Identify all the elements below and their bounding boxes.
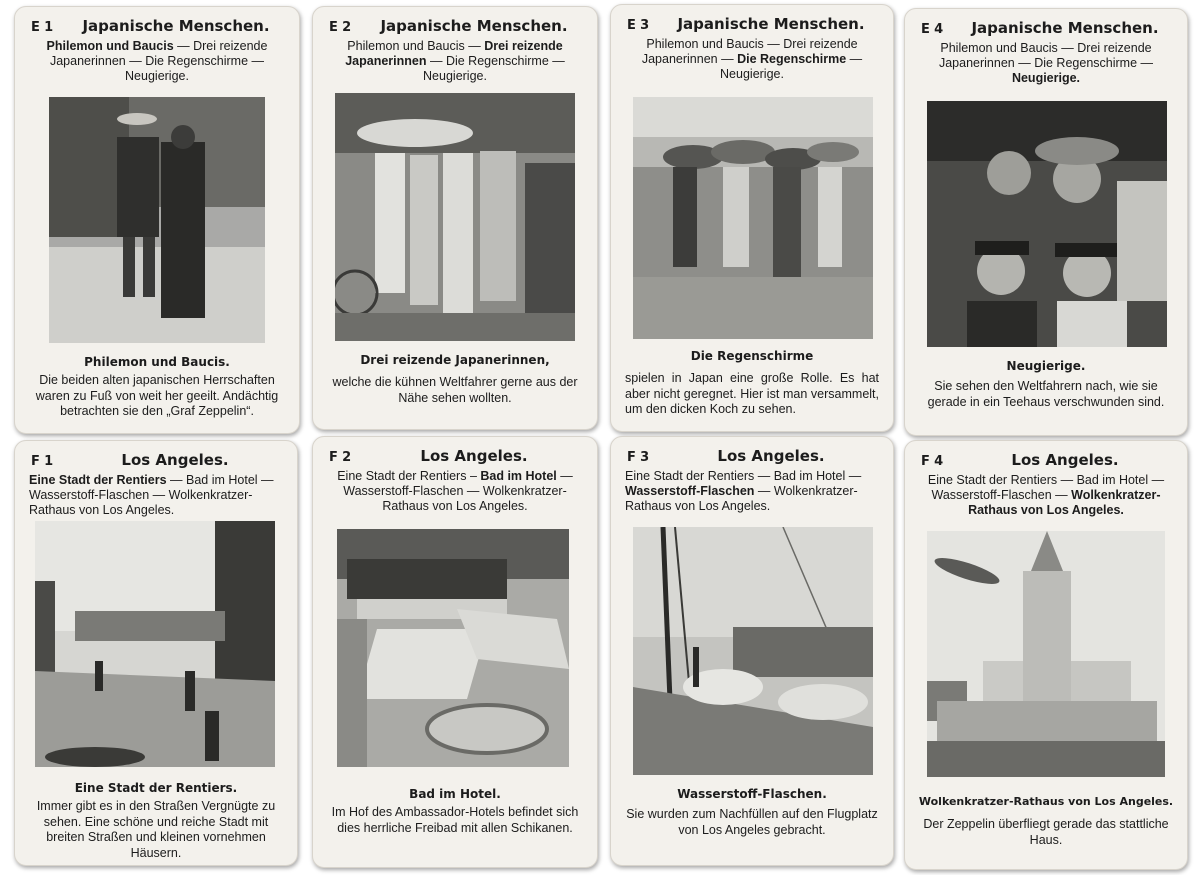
card-code: E 1 — [31, 20, 54, 35]
card-code: F 3 — [627, 450, 650, 465]
city-hall-zeppelin-photo — [927, 531, 1165, 777]
card-description: Die beiden alten japanischen Herrschaften waren zu Fuß von weit her geeilt. Andächtig betrachten sie den „Graf Zeppelin“. — [35, 373, 279, 418]
card-description: spielen in Japan eine große Rolle. Es hat aber nicht geregnet. Hier ist man versammelt, um den dicken Koch zu sehen. — [625, 371, 879, 416]
hydrogen-bottles-photo — [633, 527, 873, 775]
topic-list: Philemon und Baucis — Drei reizende Japanerinnen — Die Regenschirme — Neugierige. — [938, 41, 1154, 85]
card-code: F 4 — [921, 454, 944, 469]
card-description: Sie wurden zum Nachfüllen auf den Flugplatz von Los Angeles gebracht. — [626, 807, 878, 837]
topic-list: Eine Stadt der Rentiers — Bad im Hotel — Wasserstoff-Flaschen — Wolkenkratzer-Rathaus von Los Angeles. — [625, 469, 862, 513]
card-title: Los Angeles. — [121, 451, 229, 469]
curious-faces-photo — [927, 101, 1167, 347]
card-description: welche die kühnen Weltfahrer gerne aus der Nähe sehen wollten. — [332, 375, 578, 405]
card-e2 — [312, 6, 598, 430]
card-title: Japanische Menschen. — [82, 17, 270, 35]
card-description: Im Hof des Ambassador-Hotels befindet sich dies herrliche Freibad mit allen Schikanen. — [331, 805, 579, 835]
street-palms-photo — [35, 521, 275, 767]
topic-list: Eine Stadt der Rentiers – Bad im Hotel — Wasserstoff-Flaschen — Wolkenkratzer-Rathaus von Los Angeles. — [337, 469, 573, 513]
topic-list: Philemon und Baucis — Drei reizende Japanerinnen — Die Regenschirme — Neugierige. — [345, 39, 565, 83]
card-caption: Die Regenschirme — [690, 349, 814, 363]
two-elderly-japanese-photo — [49, 97, 265, 343]
card-caption: Neugierige. — [1006, 359, 1086, 373]
card-title: Los Angeles. — [420, 447, 528, 465]
card-code: F 1 — [31, 454, 54, 469]
card-e4 — [904, 8, 1188, 436]
card-title: Japanische Menschen. — [971, 19, 1159, 37]
card-code: E 2 — [329, 20, 352, 35]
topic-list: Eine Stadt der Rentiers — Bad im Hotel — Wasserstoff-Flaschen — Wolkenkratzer-Rathaus von Los Angeles. — [29, 473, 274, 517]
card-e3 — [610, 4, 894, 432]
card-f1 — [14, 440, 298, 866]
card-title: Los Angeles. — [1011, 451, 1119, 469]
card-title: Japanische Menschen. — [677, 15, 865, 33]
topic-list: Philemon und Baucis — Drei reizende Japanerinnen — Die Regenschirme — Neugierige. — [641, 37, 863, 81]
topic-list: Philemon und Baucis — Drei reizende Japanerinnen — Die Regenschirme — Neugierige. — [46, 39, 268, 83]
card-f4 — [904, 440, 1188, 870]
card-code: F 2 — [329, 450, 352, 465]
card-caption: Bad im Hotel. — [409, 787, 501, 801]
hotel-pool-photo — [337, 529, 569, 767]
card-title: Los Angeles. — [717, 447, 825, 465]
card-title: Japanische Menschen. — [380, 17, 568, 35]
card-f3 — [610, 436, 894, 866]
card-description: Sie sehen den Weltfahrern nach, wie sie gerade in ein Teehaus verschwunden sind. — [927, 379, 1165, 409]
card-caption: Wolkenkratzer-Rathaus von Los Angeles. — [918, 795, 1174, 808]
card-description: Der Zeppelin überfliegt gerade das stattliche Haus. — [923, 817, 1169, 847]
card-caption: Philemon und Baucis. — [84, 355, 230, 369]
card-e1 — [14, 6, 300, 434]
card-code: E 3 — [627, 18, 650, 33]
card-code: E 4 — [921, 22, 944, 37]
card-caption: Eine Stadt der Rentiers. — [74, 781, 238, 795]
japanese-women-photo — [335, 93, 575, 341]
card-caption: Wasserstoff-Flaschen. — [677, 787, 827, 801]
card-caption: Drei reizende Japanerinnen, — [360, 353, 550, 367]
umbrellas-crowd-photo — [633, 97, 873, 339]
card-description: Immer gibt es in den Straßen Vergnügte zu sehen. Eine schöne und reiche Stadt mit breiten Straßen und kleinen vornehmen Häusern. — [36, 799, 276, 860]
topic-list: Eine Stadt der Rentiers — Bad im Hotel — Wasserstoff-Flaschen — Wolkenkratzer-Rathaus von Los Angeles. — [927, 473, 1165, 517]
card-f2 — [312, 436, 598, 868]
